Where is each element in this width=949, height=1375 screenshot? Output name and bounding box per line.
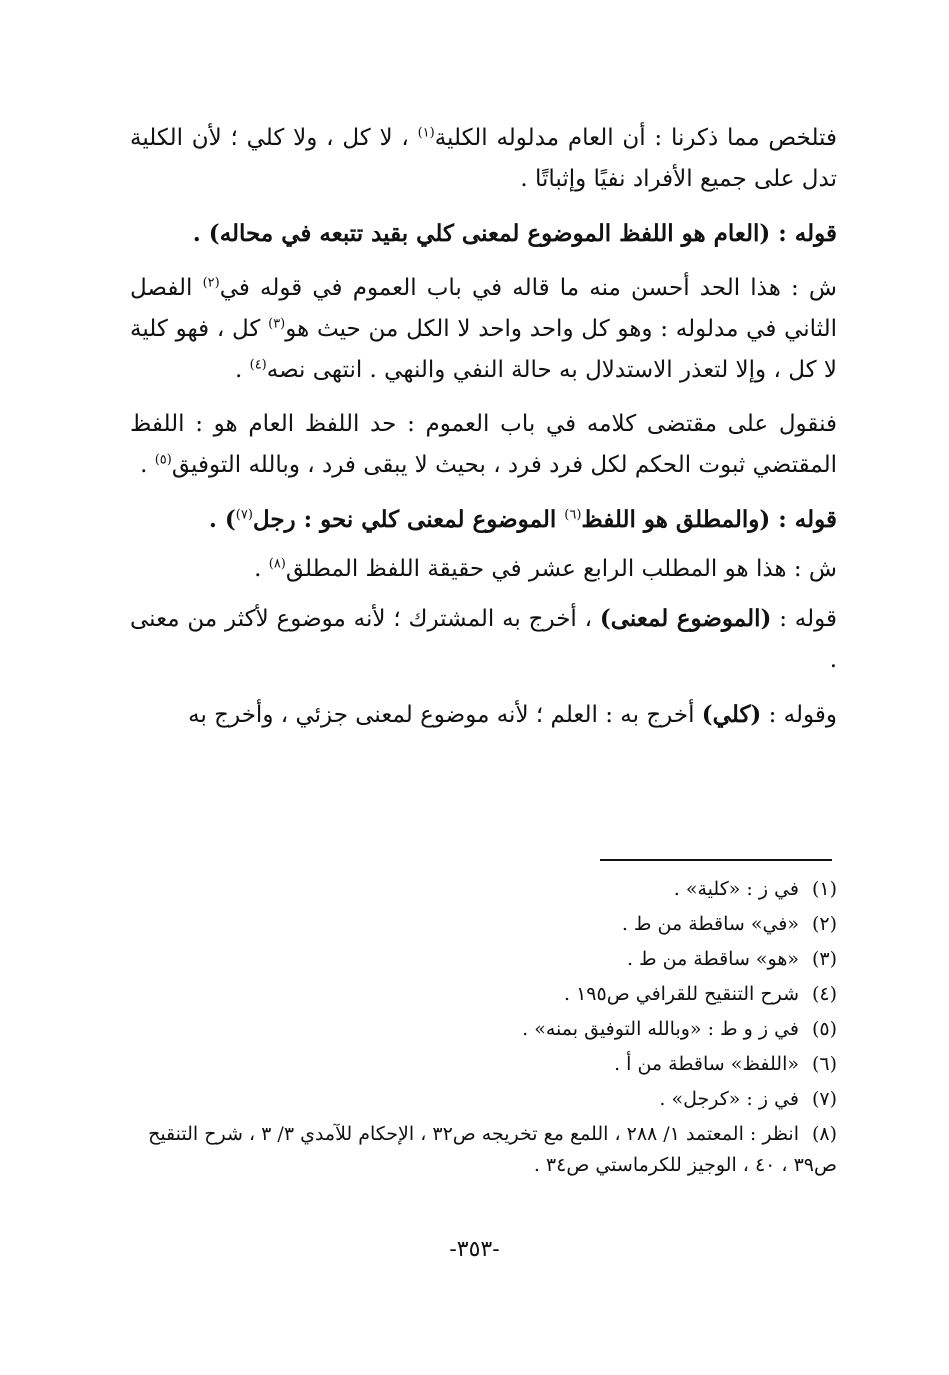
text-segment: ) . (208, 506, 236, 533)
footnote-number: (٥) (811, 1018, 837, 1040)
footnote-item (130, 909, 837, 940)
paragraph (130, 118, 837, 200)
footnote-marker: (٢) (202, 275, 220, 291)
text-segment: ، أخرج به المشترك ؛ لأنه موضوع لأكثر من معنى . (130, 606, 837, 673)
footnote-marker: (٧) (235, 507, 253, 523)
footnote-marker: (٥) (154, 452, 172, 468)
footnote-item (130, 979, 837, 1010)
footnote-number: (٦) (811, 1053, 837, 1075)
body-text (130, 118, 837, 749)
footnote-item (130, 1119, 837, 1181)
text-segment: . (234, 357, 250, 383)
footnote-text: انظر : المعتمد ١/ ٢٨٨ ، اللمع مع تخريجه ص٣٢ ، الإحكام للآمدي ٣/ ٣ ، شرح التنقيح ص٣٩ ، ٤٠ ، الوجيز للكرماستي ص٣٤ . (148, 1123, 837, 1176)
footnote-item (130, 1049, 837, 1080)
footnote-number: (٣) (811, 948, 837, 970)
footnote-item (130, 874, 837, 905)
footnote-number: (٧) (811, 1088, 837, 1110)
footnote-separator (600, 859, 832, 861)
text-segment: وقوله : (761, 702, 837, 728)
text-segment: فتلخص مما ذكرنا : أن العام مدلوله الكلية (434, 125, 837, 151)
text-segment: قوله : (771, 606, 837, 632)
text-segment: كل ، فهو كلية لا كل ، وإلا لتعذر الاستدلال به حالة النفي والنهي . انتهى نصه (130, 316, 837, 383)
footnote-item (130, 1084, 837, 1115)
text-segment: (الموضوع لمعنى) (599, 605, 772, 632)
footnote-text: «اللفظ» ساقطة من أ . (614, 1053, 799, 1075)
paragraph (130, 404, 837, 486)
text-segment: فنقول على مقتضى كلامه في باب العموم : حد اللفظ العام هو : اللفظ المقتضي ثبوت الحكم لكل فرد فرد ، بحيث لا يبقى فرد ، وبالله التوفيق (130, 411, 837, 478)
text-segment: ش : هذا هو المطلب الرابع عشر في حقيقة اللفظ المطلق (285, 556, 837, 582)
text-segment: . (254, 556, 269, 582)
footnote-marker: (٨) (268, 556, 286, 572)
footnote-number: (٤) (811, 983, 837, 1005)
footnote-item (130, 944, 837, 975)
text-segment: . (140, 452, 155, 478)
footnote-item (130, 1014, 837, 1045)
page-number: -٣٥٣- (449, 1237, 500, 1262)
footnote-text: في ز : «كرجل» . (659, 1088, 799, 1110)
footnote-number: (٨) (811, 1123, 837, 1145)
footnote-number: (٢) (811, 913, 837, 935)
footnote-text: «هو» ساقطة من ط . (626, 948, 799, 970)
footnote-marker: (٣) (268, 316, 286, 332)
text-segment: ، لا كل ، ولا كلي ؛ لأن الكلية تدل على جميع الأفراد نفيًا وإثباتًا . (130, 125, 837, 192)
footnote-number: (١) (811, 878, 837, 900)
paragraph (130, 499, 837, 541)
footnote-text: في ز و ط : «وبالله التوفيق بمنه» . (522, 1018, 799, 1040)
text-segment: الفصل الثاني في مدلوله : وهو كل واحد واحد لا الكل من حيث هو (130, 275, 837, 342)
paragraph (130, 213, 837, 255)
text-segment: قوله : (والمطلق هو اللفظ (581, 506, 837, 533)
footnote-text: في ز : «كلية» . (673, 878, 799, 900)
text-segment: (كلي) (701, 701, 762, 728)
paragraph (130, 694, 837, 736)
footnotes (130, 874, 837, 1185)
footnote-marker: (١) (417, 125, 435, 141)
footnote-text: «في» ساقطة من ط . (621, 913, 799, 935)
text-segment: الموضوع لمعنى كلي نحو : رجل (252, 506, 565, 533)
paragraph (130, 268, 837, 391)
paragraph (130, 598, 837, 681)
text-segment: أخرج به : العلم ؛ لأنه موضوع لمعنى جزئي ، وأخرج به (188, 702, 702, 728)
footnote-text: شرح التنقيح للقرافي ص١٩٥ . (564, 983, 799, 1005)
footnote-marker: (٤) (249, 357, 267, 373)
footnote-marker: (٦) (564, 507, 582, 523)
text-segment: قوله : (العام هو اللفظ الموضوع لمعنى كلي بقيد تتبعه في محاله) . (192, 220, 837, 247)
paragraph (130, 549, 837, 590)
text-segment: ش : هذا الحد أحسن منه ما قاله في باب العموم في قوله في (219, 275, 837, 301)
